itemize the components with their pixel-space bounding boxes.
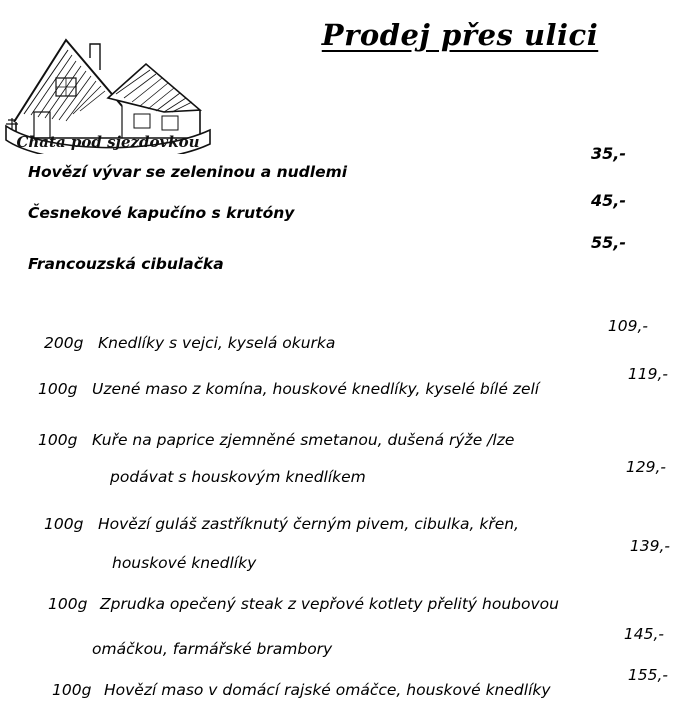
soup-name-2: Česnekové kapučíno s krutóny — [28, 204, 295, 222]
logo-text: Chata pod sjezdovkou — [16, 133, 200, 151]
main-name-2: Uzené maso z komína, houskové knedlíky, kyselé bílé zelí — [92, 380, 540, 398]
main-name-4: Hovězí guláš zastříknutý černým pivem, cibulka, křen, — [98, 515, 519, 533]
main-name-5-line2: omáčkou, farmářské brambory — [92, 640, 333, 658]
soup-price-1: 35,- — [591, 144, 626, 163]
main-name-3-line2: podávat s houskovým knedlíkem — [110, 468, 366, 486]
main-weight-4: 100g — [44, 515, 84, 533]
mountain-chalet-logo — [4, 14, 219, 154]
main-price-3: 129,- — [625, 458, 666, 476]
restaurant-logo — [4, 14, 219, 154]
soup-price-2: 45,- — [591, 191, 626, 210]
main-price-5: 145,- — [623, 625, 664, 643]
main-weight-2: 100g — [38, 380, 78, 398]
main-price-4: 139,- — [629, 537, 670, 555]
main-name-1: Knedlíky s vejci, kyselá okurka — [98, 334, 336, 352]
main-name-4-line2: houskové knedlíky — [112, 554, 257, 572]
page-title: Prodej přes ulici — [321, 18, 599, 52]
soup-name-3: Francouzská cibulačka — [28, 255, 224, 273]
main-name-6: Hovězí maso v domácí rajské omáčce, houskové knedlíky — [104, 681, 551, 699]
main-price-6: 155,- — [627, 666, 668, 684]
main-weight-3: 100g — [38, 431, 78, 449]
main-price-2: 119,- — [627, 365, 668, 383]
main-weight-5: 100g — [48, 595, 88, 613]
main-weight-6: 100g — [52, 681, 92, 699]
main-price-1: 109,- — [607, 317, 648, 335]
main-name-3: Kuře na paprice zjemněné smetanou, dušená rýže /lze — [92, 431, 515, 449]
main-name-5: Zprudka opečený steak z vepřové kotlety přelitý houbovou — [100, 595, 559, 613]
main-weight-1: 200g — [44, 334, 84, 352]
soup-price-3: 55,- — [591, 233, 626, 252]
soup-name-1: Hovězí vývar se zeleninou a nudlemi — [28, 163, 348, 181]
